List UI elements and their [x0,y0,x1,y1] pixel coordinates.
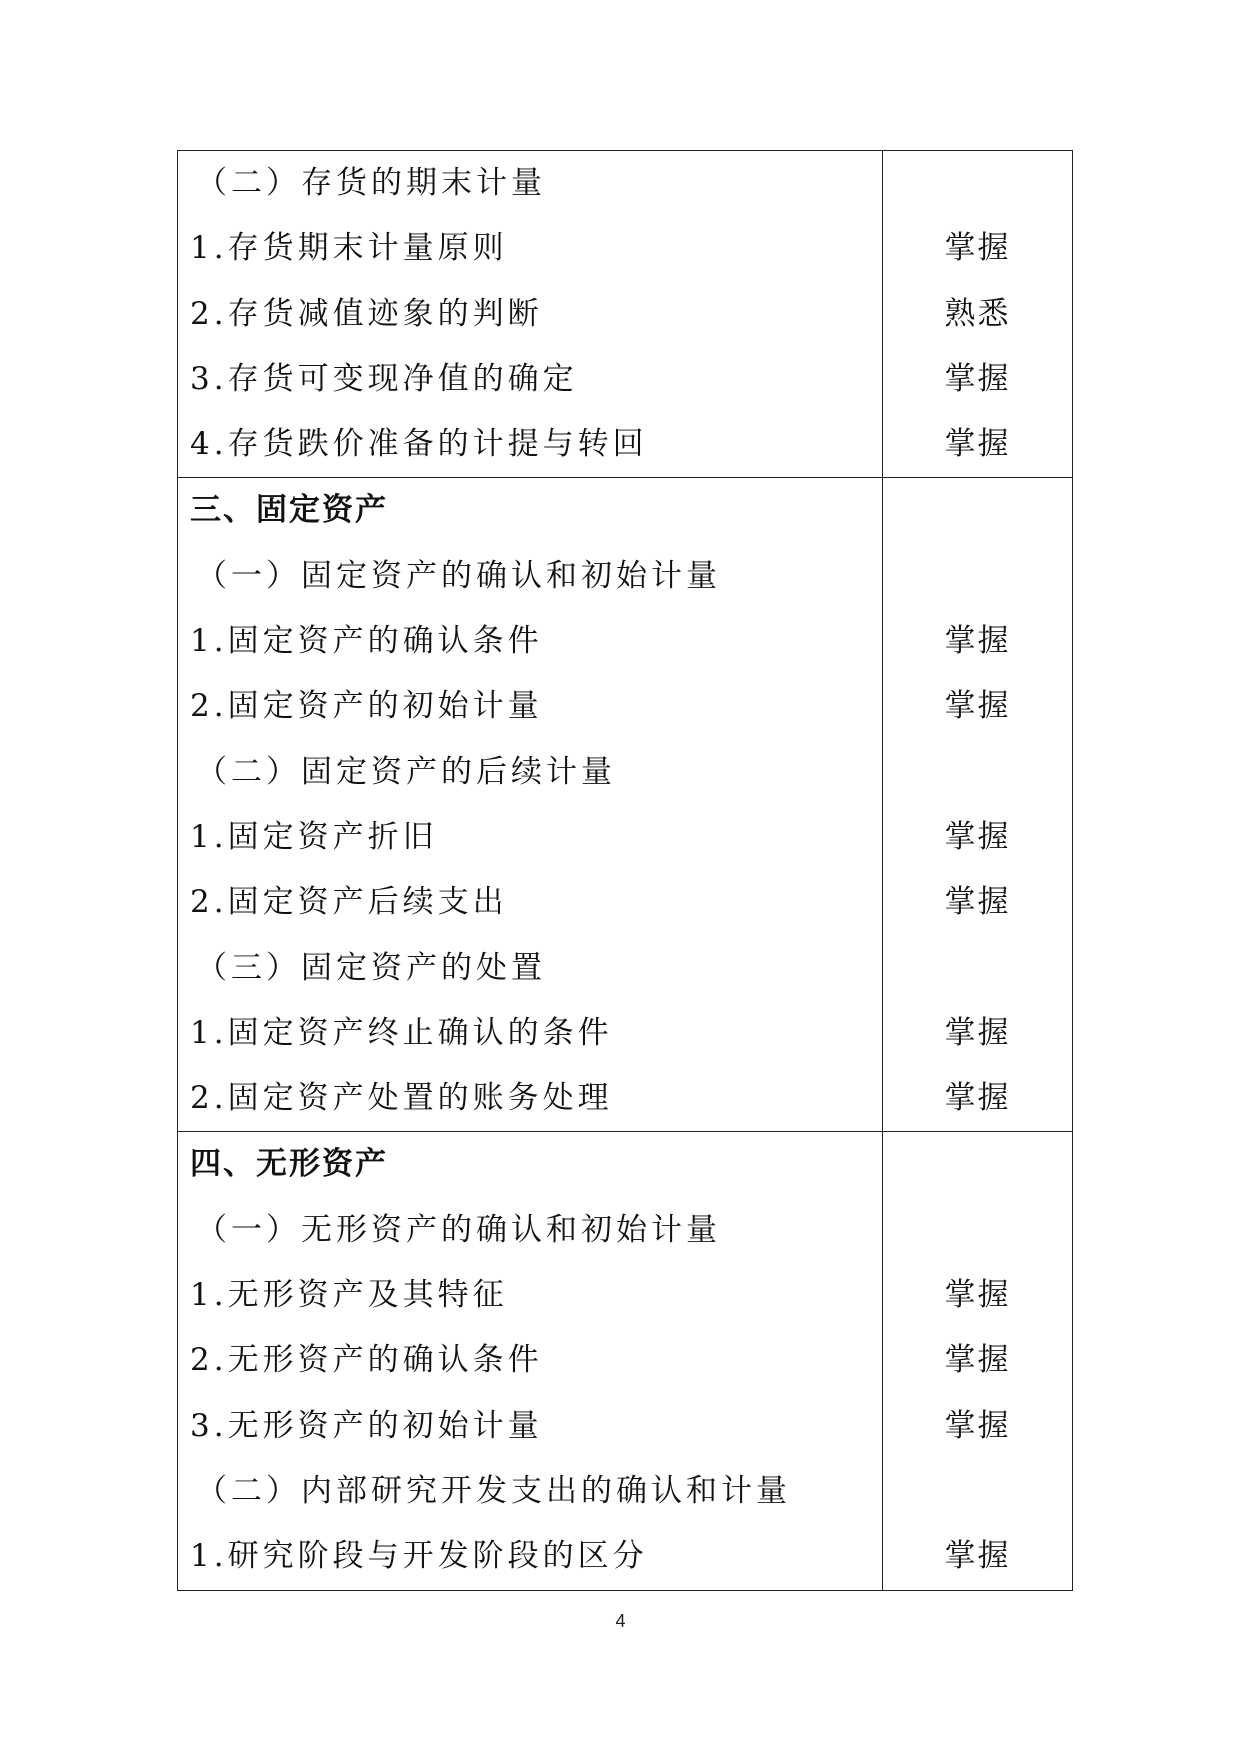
content-cell [178,151,883,478]
requirement-level: 掌握 [944,688,1011,725]
requirement-level: 掌握 [944,230,1011,267]
content-cell [178,478,883,1132]
requirement-level: 掌握 [944,1342,1011,1379]
subsection-heading: （二）存货的期末计量 [196,165,546,201]
page-number: 4 [615,1611,626,1631]
requirement-cell [883,151,1073,478]
knowledge-point: 1.固定资产折旧 [190,818,438,855]
requirement-level [883,740,1072,805]
requirement-level: 掌握 [944,1014,1011,1051]
knowledge-point: 1.固定资产终止确认的条件 [190,1014,613,1051]
requirement-level: 掌握 [944,1407,1011,1444]
requirement-level [883,1132,1072,1197]
knowledge-point: 1.无形资产及其特征 [190,1277,508,1314]
requirement-level: 掌握 [944,426,1011,463]
requirement-cell [883,478,1073,1132]
knowledge-point: 2.固定资产后续支出 [190,884,508,921]
subsection-heading: （三）固定资产的处置 [196,949,546,986]
requirement-level [883,478,1072,543]
knowledge-point: 1.研究阶段与开发阶段的区分 [190,1538,648,1575]
syllabus-table-body [178,151,1073,1591]
subsection-heading: （一）无形资产的确认和初始计量 [196,1211,721,1248]
requirement-level: 熟悉 [944,295,1011,332]
knowledge-point: 2.固定资产的初始计量 [190,688,543,725]
requirement-level [883,544,1072,609]
knowledge-point: 3.存货可变现净值的确定 [190,360,578,397]
knowledge-point: 3.无形资产的初始计量 [190,1407,543,1444]
section-heading: 三、固定资产 [190,492,388,529]
syllabus-table [177,150,1073,1591]
knowledge-point: 2.无形资产的确认条件 [190,1342,543,1379]
requirement-level: 掌握 [944,1080,1011,1117]
subsection-heading: （一）固定资产的确认和初始计量 [196,557,721,594]
subsection-heading: （二）固定资产的后续计量 [196,753,616,790]
table-block-row [178,1132,1073,1590]
table-block-row [178,151,1073,478]
requirement-level [883,151,1072,216]
requirement-level: 掌握 [944,623,1011,660]
requirement-level [883,1459,1072,1524]
requirement-level [883,1198,1072,1263]
requirement-level [883,936,1072,1001]
requirement-cell [883,1132,1073,1590]
knowledge-point: 1.存货期末计量原则 [190,230,508,267]
knowledge-point: 2.固定资产处置的账务处理 [190,1080,613,1117]
content-cell [178,1132,883,1590]
knowledge-point: 4.存货跌价准备的计提与转回 [190,426,648,463]
knowledge-point: 1.固定资产的确认条件 [190,623,543,660]
knowledge-point: 2.存货减值迹象的判断 [190,295,543,332]
subsection-heading: （二）内部研究开发支出的确认和计量 [196,1472,791,1509]
requirement-level: 掌握 [944,1277,1011,1314]
requirement-level: 掌握 [944,360,1011,397]
requirement-level: 掌握 [944,1538,1011,1575]
requirement-level: 掌握 [944,818,1011,855]
requirement-level: 掌握 [944,884,1011,921]
section-heading: 四、无形资产 [190,1146,388,1183]
table-block-row [178,478,1073,1132]
